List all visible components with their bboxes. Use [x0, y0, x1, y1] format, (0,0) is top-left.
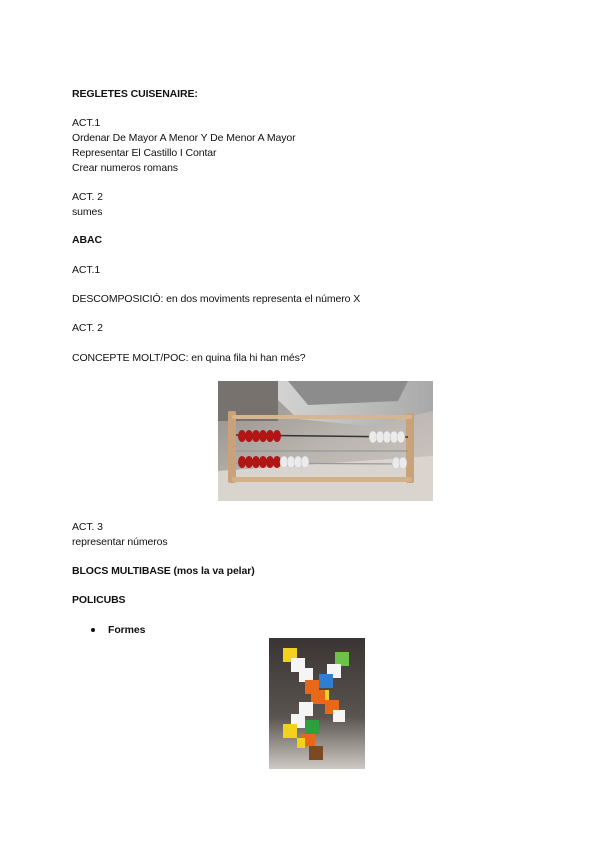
abac-heading: ABAC	[72, 234, 102, 246]
cuisenaire-act2-line: sumes	[72, 206, 103, 218]
abac-act3-text: representar números	[72, 536, 168, 548]
cuisenaire-act1-line: Ordenar De Mayor A Menor Y De Menor A Mayor	[72, 132, 296, 144]
cuisenaire-heading: REGLETES CUISENAIRE:	[72, 88, 198, 100]
cuisenaire-act1-label: ACT.1	[72, 117, 101, 129]
abac-act2-text: CONCEPTE MOLT/POC: en quina fila hi han més?	[72, 352, 306, 364]
cuisenaire-act1-line: Crear numeros romans	[72, 162, 178, 174]
policubs-heading: POLICUBS	[72, 594, 126, 606]
abac-act2-label: ACT. 2	[72, 322, 103, 334]
bullet-icon	[91, 628, 95, 632]
cuisenaire-act1-line: Representar El Castillo I Contar	[72, 147, 217, 159]
policubs-bullet-formes: Formes	[108, 624, 146, 636]
abac-act1-text: DESCOMPOSICIÓ: en dos moviments representa el número X	[72, 293, 361, 305]
abac-act3-label: ACT. 3	[72, 521, 103, 533]
abacus-photo	[218, 381, 433, 501]
abacus-illustration	[218, 381, 433, 501]
cuisenaire-act2-label: ACT. 2	[72, 191, 103, 203]
blocs-heading: BLOCS MULTIBASE (mos la va pelar)	[72, 565, 255, 577]
policubs-photo	[269, 638, 365, 769]
policubs-illustration	[269, 638, 365, 769]
abac-act1-label: ACT.1	[72, 264, 101, 276]
